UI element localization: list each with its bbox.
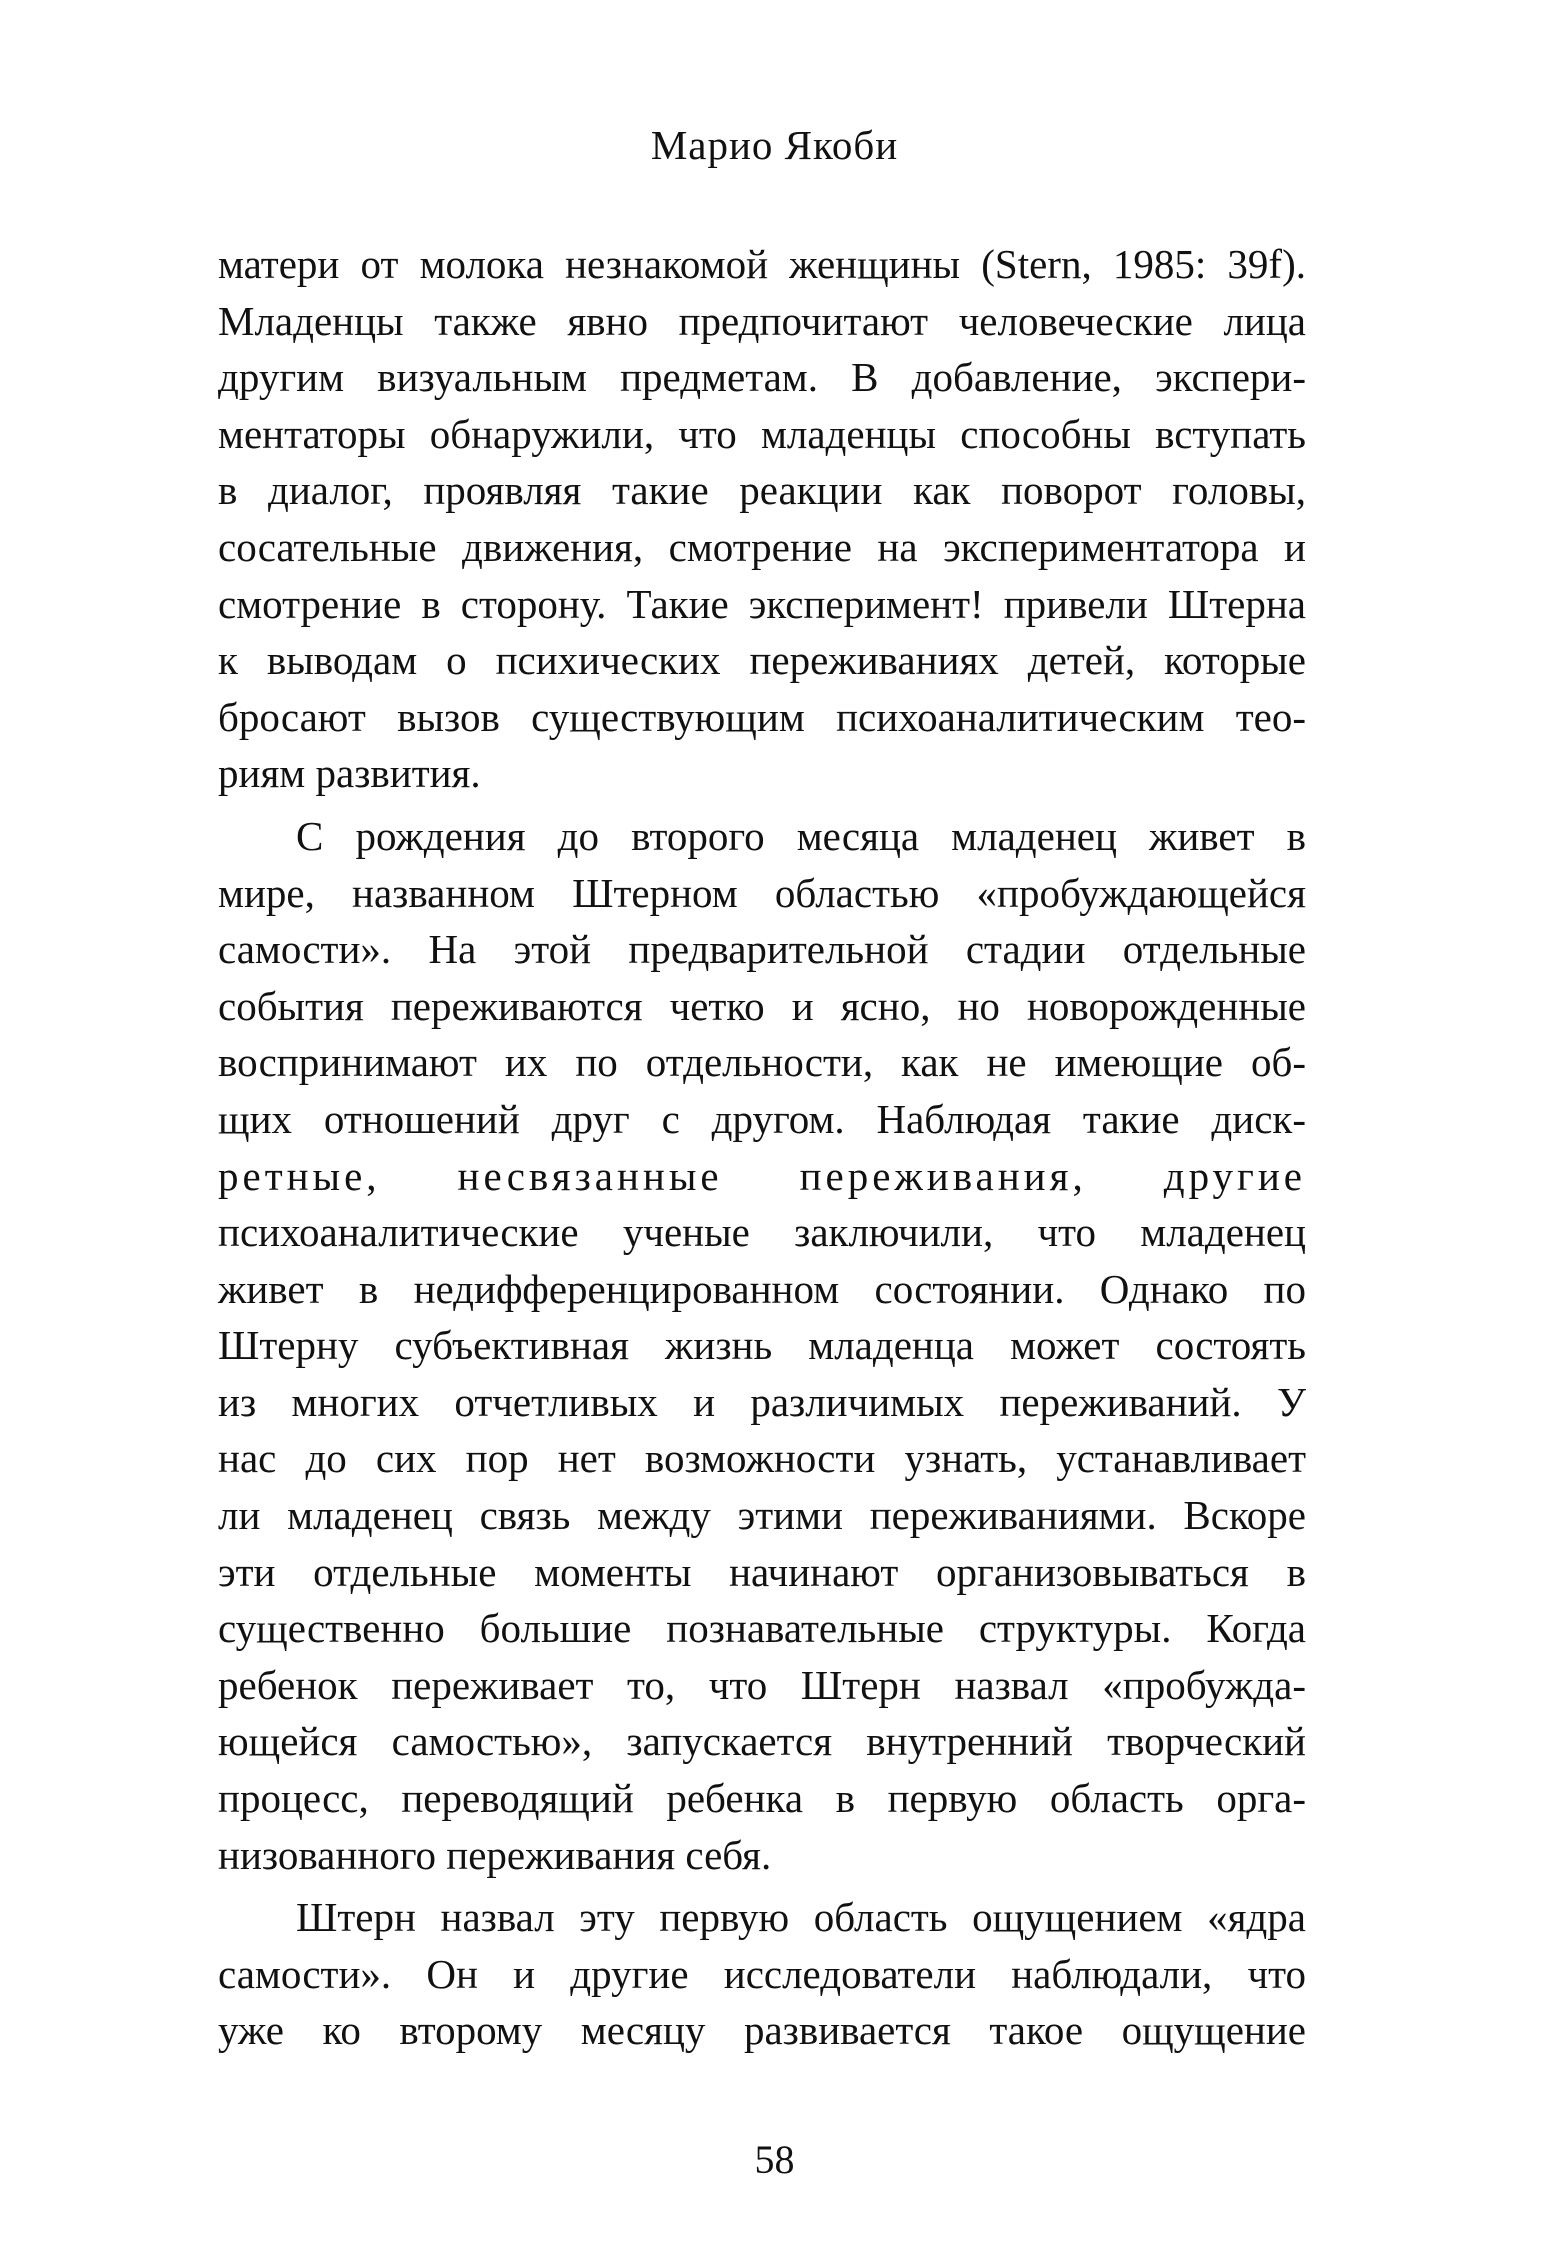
text-line: нас до сих пор нет возможности узнать, устанавливает <box>218 1435 1306 1482</box>
text-line: матери от молока незнакомой женщины (Stern, 1985: 39f). <box>218 241 1306 287</box>
body-text <box>218 236 1306 2059</box>
text-line: ли младенец связь между этими переживаниями. Вскоре <box>218 1492 1306 1539</box>
text-line: Штерну субъективная жизнь младенца может состоять <box>218 1322 1306 1369</box>
text-line: психоаналитические ученые заключили, что младенец <box>218 1209 1306 1256</box>
text-line: С рождения до второго месяца младенец живет в <box>296 812 1306 859</box>
text-line: щих отношений друг с другом. Наблюдая такие диск- <box>218 1095 1306 1142</box>
text-line: Младенцы также явно предпочитают человеческие лица <box>218 297 1306 344</box>
text-line: сосательные движения, смотрение на экспериментатора и <box>218 523 1306 570</box>
text-line: уже ко второму месяцу развивается такое ощущение <box>218 2007 1306 2054</box>
text-line: другим визуальным предметам. В добавление, экспери- <box>218 354 1306 401</box>
text-line: самости». Он и другие исследователи наблюдали, что <box>218 1950 1306 1997</box>
text-line: живет в недифференцированном состоянии. Однако по <box>218 1265 1306 1312</box>
text-line: ментаторы обнаружили, что младенцы способны вступать <box>218 410 1306 457</box>
text-line: существенно большие познавательные структуры. Когда <box>218 1605 1306 1652</box>
text-line: процесс, переводящий ребенка в первую область орга- <box>218 1775 1306 1822</box>
paragraph-1 <box>218 236 1306 802</box>
text-line: воспринимают их по отдельности, как не имеющие об- <box>218 1039 1306 1086</box>
text-line: риям развития. <box>218 750 481 797</box>
text-line: эти отдельные моменты начинают организовываться в <box>218 1548 1306 1595</box>
paragraph-2 <box>218 808 1306 1883</box>
text-line: низованного переживания себя. <box>218 1831 772 1878</box>
text-line: к выводам о психических переживаниях детей, которые <box>218 637 1306 684</box>
text-line: ретные, несвязанные переживания, другие <box>218 1152 1306 1199</box>
text-line: смотрение в сторону. Такие эксперимент! привели Штерна <box>218 580 1306 627</box>
text-line: в диалог, проявляя такие реакции как поворот головы, <box>218 467 1306 514</box>
text-line: события переживаются четко и ясно, но новорожденные <box>218 982 1306 1029</box>
text-line: бросают вызов существующим психоаналитическим тео- <box>218 693 1306 740</box>
text-line: самости». На этой предварительной стадии отдельные <box>218 926 1306 973</box>
text-line: из многих отчетливых и различимых переживаний. У <box>218 1378 1306 1425</box>
page-number: 58 <box>754 2137 795 2182</box>
running-header: Марио Якоби <box>650 122 899 168</box>
text-line: ющейся самостью», запускается внутренний творческий <box>218 1718 1306 1765</box>
text-line: ребенок переживает то, что Штерн назвал «пробужда- <box>218 1661 1306 1708</box>
text-line: мире, названном Штерном областью «пробуждающейся <box>218 869 1306 916</box>
paragraph-3 <box>218 1889 1306 2059</box>
text-line: Штерн назвал эту первую область ощущением «ядра <box>296 1894 1306 1941</box>
